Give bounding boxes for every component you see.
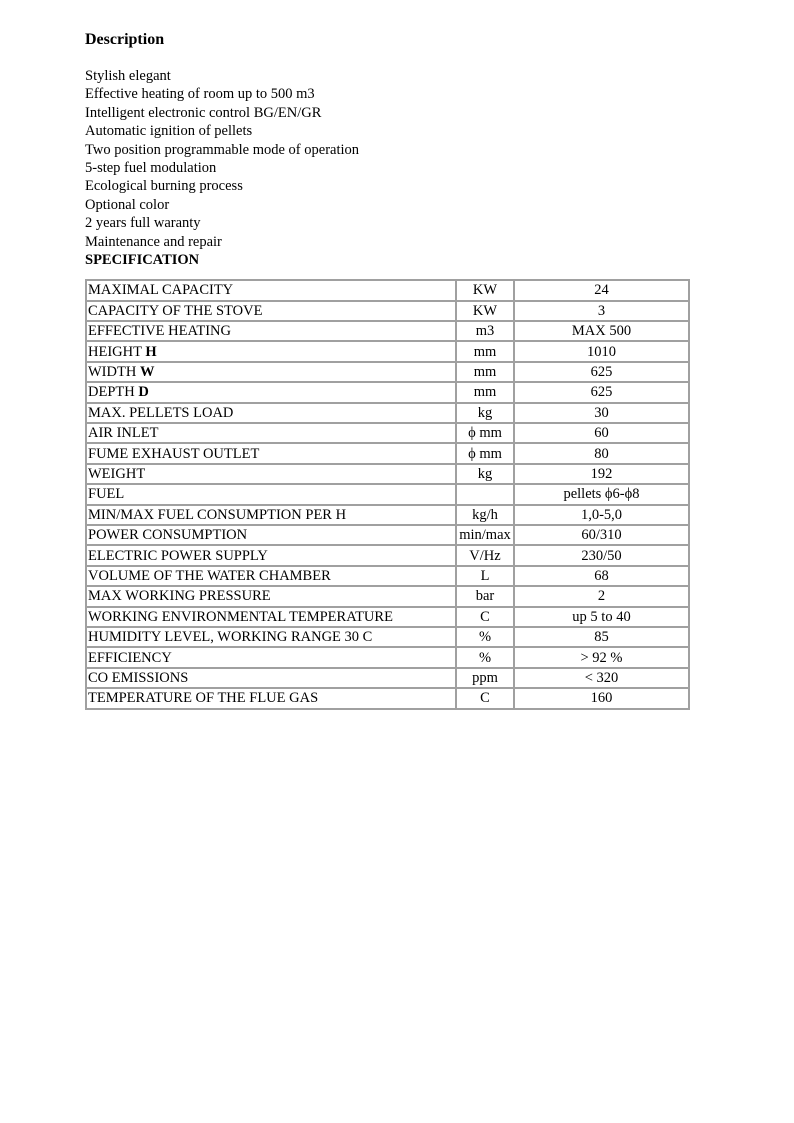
spec-value-cell: 625 xyxy=(514,382,689,402)
spec-parameter-label: EFFECTIVE HEATING xyxy=(88,323,231,340)
spec-parameter-cell xyxy=(86,566,456,586)
spec-unit-cell: ϕ mm xyxy=(456,443,514,463)
spec-unit-cell: % xyxy=(456,627,514,647)
spec-parameter-cell xyxy=(86,321,456,341)
spec-value-cell: < 320 xyxy=(514,668,689,688)
spec-parameter-cell xyxy=(86,443,456,463)
spec-parameter-label: ELECTRIC POWER SUPPLY xyxy=(88,547,268,564)
spec-parameter-cell xyxy=(86,382,456,402)
table-row xyxy=(86,382,689,402)
spec-value-cell: 80 xyxy=(514,443,689,463)
table-row xyxy=(86,443,689,463)
table-row xyxy=(86,545,689,565)
spec-parameter-label: FUEL xyxy=(88,486,125,503)
spec-value-cell: 24 xyxy=(514,280,689,300)
spec-parameter-cell xyxy=(86,607,456,627)
table-row xyxy=(86,403,689,423)
spec-unit-cell: % xyxy=(456,647,514,667)
table-row xyxy=(86,362,689,382)
spec-unit-cell: mm xyxy=(456,341,514,361)
spec-parameter-label: TEMPERATURE OF THE FLUE GAS xyxy=(88,690,319,707)
feature-item: Two position programmable mode of operation xyxy=(85,141,360,158)
spec-value-cell: 60/310 xyxy=(514,525,689,545)
feature-item: 2 years full waranty xyxy=(85,215,201,232)
spec-unit-cell: min/max xyxy=(456,525,514,545)
spec-unit-cell: ϕ mm xyxy=(456,423,514,443)
spec-parameter-cell xyxy=(86,647,456,667)
spec-unit-cell: C xyxy=(456,688,514,708)
spec-parameter-label: WORKING ENVIRONMENTAL TEMPERATURE xyxy=(88,608,393,625)
table-row xyxy=(86,321,689,341)
table-row xyxy=(86,341,689,361)
feature-item: Ecological burning process xyxy=(85,178,243,195)
table-row xyxy=(86,464,689,484)
spec-unit-cell: m3 xyxy=(456,321,514,341)
spec-unit-cell xyxy=(456,484,514,504)
spec-value-cell: pellets ϕ6-ϕ8 xyxy=(514,484,689,504)
spec-value-cell: 192 xyxy=(514,464,689,484)
spec-value-cell: > 92 % xyxy=(514,647,689,667)
spec-parameter-label: WEIGHT xyxy=(88,466,146,482)
spec-parameter-cell xyxy=(86,668,456,688)
spec-parameter-cell xyxy=(86,403,456,423)
spec-unit-cell: bar xyxy=(456,586,514,606)
spec-value-cell: 625 xyxy=(514,362,689,382)
specification-title: SPECIFICATION xyxy=(85,251,200,268)
table-row xyxy=(86,484,689,504)
spec-parameter-label: MAX WORKING PRESSURE xyxy=(88,588,271,605)
spec-parameter-cell xyxy=(86,362,456,382)
spec-parameter-cell xyxy=(86,341,456,361)
spec-unit-cell: kg xyxy=(456,403,514,423)
spec-parameter-label: HEIGHT xyxy=(88,343,146,360)
spec-unit-cell: C xyxy=(456,607,514,627)
table-row xyxy=(86,668,689,688)
spec-value-cell: 60 xyxy=(514,423,689,443)
spec-parameter-cell xyxy=(86,545,456,565)
spec-unit-cell: KW xyxy=(456,301,514,321)
spec-parameter-label: CO EMISSIONS xyxy=(88,669,189,686)
spec-value-cell: 2 xyxy=(514,586,689,606)
table-row xyxy=(86,607,689,627)
spec-value-cell: 160 xyxy=(514,688,689,708)
spec-unit-cell: kg xyxy=(456,464,514,484)
table-row xyxy=(86,423,689,443)
spec-value-cell: MAX 500 xyxy=(514,321,689,341)
table-row xyxy=(86,301,689,321)
feature-item: Optional color xyxy=(85,196,170,213)
feature-item: Stylish elegant xyxy=(85,68,171,84)
spec-unit-cell: L xyxy=(456,566,514,586)
spec-unit-cell: V/Hz xyxy=(456,545,514,565)
spec-unit-cell: ppm xyxy=(456,668,514,688)
table-row xyxy=(86,647,689,667)
spec-parameter-cell xyxy=(86,301,456,321)
spec-parameter-symbol: W xyxy=(139,364,155,381)
feature-item: 5-step fuel modulation xyxy=(85,159,217,176)
specification-table xyxy=(85,279,690,709)
spec-unit-cell: mm xyxy=(456,382,514,402)
feature-item: Maintenance and repair xyxy=(85,233,222,250)
spec-unit-cell: mm xyxy=(456,362,514,382)
spec-unit-cell: KW xyxy=(456,280,514,300)
feature-item: Effective heating of room up to 500 m3 xyxy=(85,86,315,103)
spec-parameter-cell xyxy=(86,505,456,525)
spec-unit-cell: kg/h xyxy=(456,505,514,525)
spec-parameter-cell xyxy=(86,586,456,606)
spec-parameter-label: MAX. PELLETS LOAD xyxy=(88,404,234,421)
table-row xyxy=(86,525,689,545)
spec-parameter-label: DEPTH xyxy=(88,384,139,401)
spec-parameter-label: EFFICIENCY xyxy=(88,649,172,666)
table-row xyxy=(86,688,689,708)
spec-parameter-cell xyxy=(86,464,456,484)
spec-parameter-label: CAPACITY OF THE STOVE xyxy=(88,302,263,319)
table-row xyxy=(86,505,689,525)
spec-parameter-label: MAXIMAL CAPACITY xyxy=(88,282,234,299)
page-title: Description xyxy=(85,31,165,48)
spec-value-cell: up 5 to 40 xyxy=(514,607,689,627)
spec-parameter-cell xyxy=(86,688,456,708)
spec-parameter-label: POWER CONSUMPTION xyxy=(88,527,248,544)
spec-parameter-label: WIDTH xyxy=(88,364,140,381)
table-row xyxy=(86,586,689,606)
spec-parameter-label: FUME EXHAUST OUTLET xyxy=(88,445,260,462)
feature-item: Automatic ignition of pellets xyxy=(85,123,253,140)
spec-value-cell: 1,0-5,0 xyxy=(514,505,689,525)
feature-list xyxy=(85,67,705,251)
spec-value-cell: 30 xyxy=(514,403,689,423)
spec-parameter-label: AIR INLET xyxy=(88,425,159,442)
spec-parameter-symbol: D xyxy=(138,384,149,401)
spec-parameter-label: MIN/MAX FUEL CONSUMPTION PER H xyxy=(88,506,347,523)
table-row xyxy=(86,566,689,586)
spec-parameter-cell xyxy=(86,525,456,545)
spec-value-cell: 85 xyxy=(514,627,689,647)
spec-value-cell: 3 xyxy=(514,301,689,321)
table-row xyxy=(86,280,689,300)
spec-parameter-cell xyxy=(86,627,456,647)
spec-value-cell: 230/50 xyxy=(514,545,689,565)
spec-value-cell: 68 xyxy=(514,566,689,586)
spec-parameter-cell xyxy=(86,423,456,443)
spec-parameter-cell xyxy=(86,280,456,300)
spec-parameter-cell xyxy=(86,484,456,504)
table-row xyxy=(86,627,689,647)
spec-value-cell: 1010 xyxy=(514,341,689,361)
spec-parameter-label: VOLUME OF THE WATER CHAMBER xyxy=(88,567,331,584)
document-page xyxy=(85,30,705,710)
feature-item: Intelligent electronic control BG/EN/GR xyxy=(85,104,322,121)
spec-parameter-symbol: H xyxy=(145,343,157,360)
spec-parameter-label: HUMIDITY LEVEL, WORKING RANGE 30 C xyxy=(88,629,373,646)
